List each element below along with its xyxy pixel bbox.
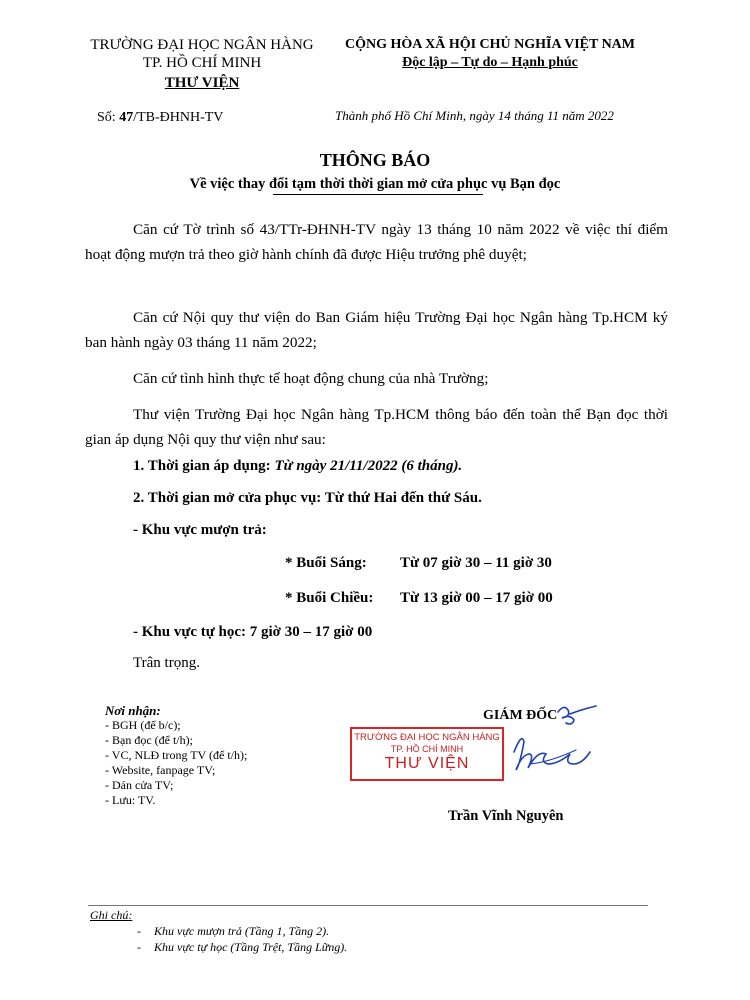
document-date: Thành phố Hồ Chí Minh, ngày 14 tháng 11 năm 2022 <box>335 108 614 123</box>
document-title: THÔNG BÁO <box>319 150 431 170</box>
document-number: Số: 47/TB-ĐHNH-TV <box>97 110 224 125</box>
paragraph-1: Căn cứ Tờ trình số 43/TTr-ĐHNH-TV ngày 13 tháng 10 năm 2022 về việc thí điểm hoạt động mượn trả theo giờ hành chính đã được Hiệu trưởng phê duyệt; <box>85 221 668 263</box>
handwritten-signature <box>500 700 610 790</box>
university-city: TP. HỒ CHÍ MINH <box>142 55 262 71</box>
organization-header <box>72 36 332 92</box>
paragraph-3: Căn cứ tình hình thực tế hoạt động chung của nhà Trường; <box>133 370 489 387</box>
national-header <box>335 36 645 72</box>
recipient-item: - Website, fanpage TV; <box>105 763 216 777</box>
item-apply-time: 1. Thời gian áp dụng: Từ ngày 21/11/2022 (6 tháng). <box>133 458 463 474</box>
recipient-item: - Lưu: TV. <box>105 793 156 807</box>
document-subtitle: Về việc thay đổi tạm thời thời gian mở cửa phục vụ Bạn đọc <box>189 176 561 192</box>
stamp-line-2: TP. HỒ CHÍ MINH <box>390 744 464 754</box>
morning-time: Từ 07 giờ 30 – 11 giờ 30 <box>400 555 552 571</box>
area-study: - Khu vực tự học: 7 giờ 30 – 17 giờ 00 <box>133 624 373 640</box>
area-borrow: - Khu vực mượn trả: <box>133 522 267 538</box>
paragraph-2: Căn cứ Nội quy thư viện do Ban Giám hiệu Trường Đại học Ngân hàng Tp.HCM ký ban hành ngày 03 tháng 11 năm 2022; <box>85 309 668 351</box>
afternoon-label: * Buổi Chiều: <box>285 590 374 606</box>
notes-title: Ghi chú: <box>90 908 133 922</box>
morning-label: * Buổi Sáng: <box>285 555 367 571</box>
item-opening-time: 2. Thời gian mở cửa phục vụ: Từ thứ Hai đến thứ Sáu. <box>133 490 482 506</box>
national-motto: Độc lập – Tự do – Hạnh phúc <box>402 55 578 70</box>
department-name: THƯ VIỆN <box>164 75 240 91</box>
notes-divider <box>88 905 648 906</box>
afternoon-time: Từ 13 giờ 00 – 17 giờ 00 <box>400 590 553 606</box>
official-stamp <box>350 727 504 781</box>
recipient-item: - Bạn đọc (để t/h); <box>105 733 193 747</box>
university-name: TRƯỜNG ĐẠI HỌC NGÂN HÀNG <box>90 37 314 53</box>
recipient-item: - VC, NLĐ trong TV (để t/h); <box>105 748 248 762</box>
stamp-line-1: TRƯỜNG ĐẠI HỌC NGÂN HÀNG <box>354 732 500 743</box>
closing-text: Trân trọng. <box>133 655 200 671</box>
recipient-item: - BGH (để b/c); <box>105 718 181 732</box>
stamp-line-3: THƯ VIỆN <box>384 755 470 772</box>
signer-title: GIÁM ĐỐC <box>483 708 558 723</box>
recipient-item: - Dán cửa TV; <box>105 778 174 792</box>
recipients-block <box>105 703 247 808</box>
note-item: - Khu vực mượn trả (Tầng 1, Tầng 2). <box>137 924 330 938</box>
paragraph-4: Thư viện Trường Đại học Ngân hàng Tp.HCM thông báo đến toàn thể Bạn đọc thời gian áp dụng Nội quy thư viện như sau: <box>85 406 668 448</box>
country-name: CỘNG HÒA XÃ HỘI CHỦ NGHĨA VIỆT NAM <box>344 37 635 52</box>
signer-name: Trần Vĩnh Nguyên <box>448 808 564 824</box>
recipients-title: Nơi nhận: <box>105 703 161 718</box>
subtitle-underline <box>273 194 483 195</box>
note-item: - Khu vực tự học (Tầng Trệt, Tầng Lững). <box>137 940 348 954</box>
